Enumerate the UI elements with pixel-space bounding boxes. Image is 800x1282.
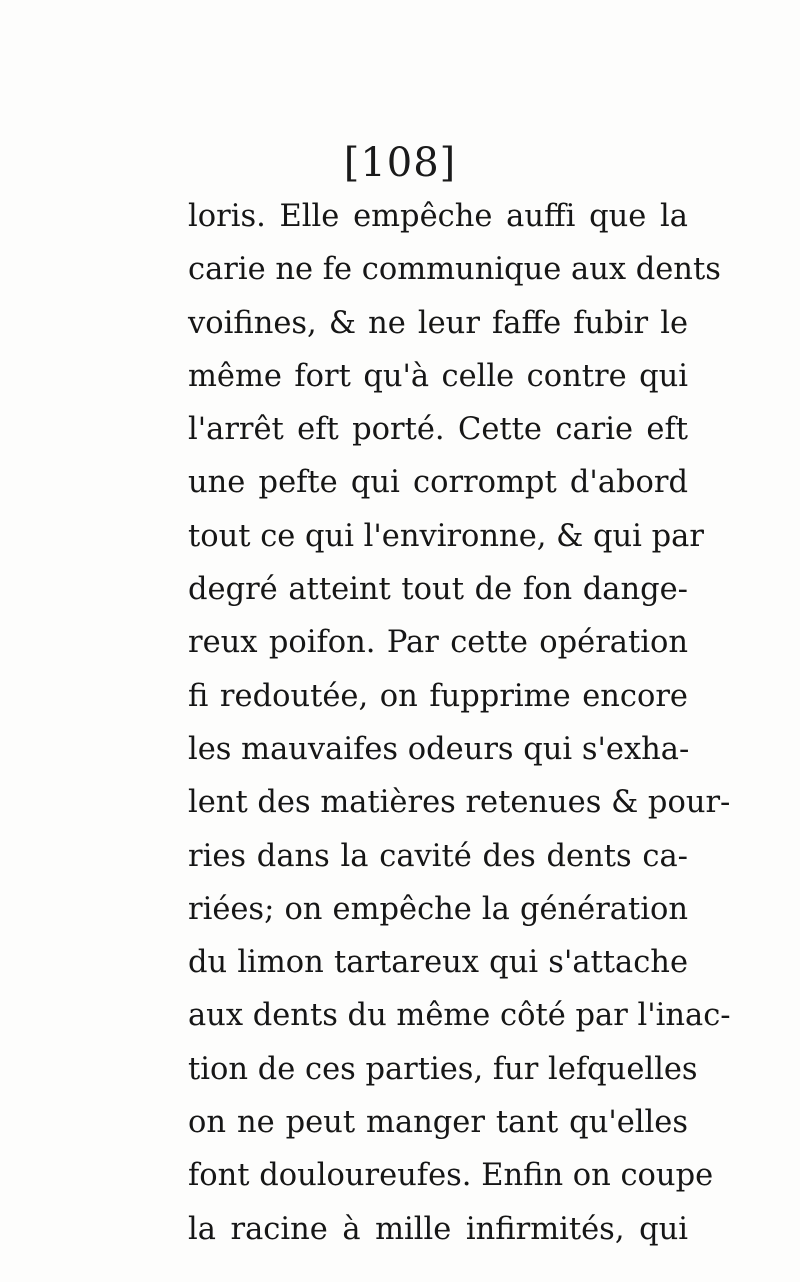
text-line: même fort qu'à celle contre qui [188, 358, 688, 394]
text-line: lent des matières retenues & pour- [188, 785, 731, 821]
text-line: riées; on empêche la génération [188, 891, 688, 927]
text-line: aux dents du même côté par l'inac- [188, 998, 731, 1034]
text-line: du limon tartareux qui s'attache [188, 945, 688, 981]
text-line: ries dans la cavité des dents ca- [188, 838, 688, 874]
text-line: la racine à mille infirmités, qui [188, 1211, 688, 1247]
text-line: l'arrêt eft porté. Cette carie eft [188, 412, 688, 448]
page-number: [108] [343, 140, 457, 186]
text-line: reux poifon. Par cette opération [188, 625, 688, 661]
text-line: tout ce qui l'environne, & qui par [188, 518, 704, 554]
text-line: carie ne fe communique aux dents [188, 252, 721, 288]
text-line: tion de ces parties, fur lefquelles [188, 1051, 698, 1087]
text-line: fi redoutée, on fupprime encore [188, 678, 688, 714]
text-line: font douloureufes. Enfin on coupe [188, 1158, 714, 1194]
text-line: une pefte qui corrompt d'abord [188, 465, 688, 501]
text-line: on ne peut manger tant qu'elles [188, 1105, 688, 1141]
text-line: degré atteint tout de fon dange- [188, 572, 688, 608]
text-line: voifines, & ne leur faffe fubir le [188, 305, 688, 341]
body-text [188, 190, 731, 1256]
text-line: les mauvaifes odeurs qui s'exha- [188, 731, 690, 767]
text-line: loris. Elle empêche auffi que la [188, 199, 688, 234]
